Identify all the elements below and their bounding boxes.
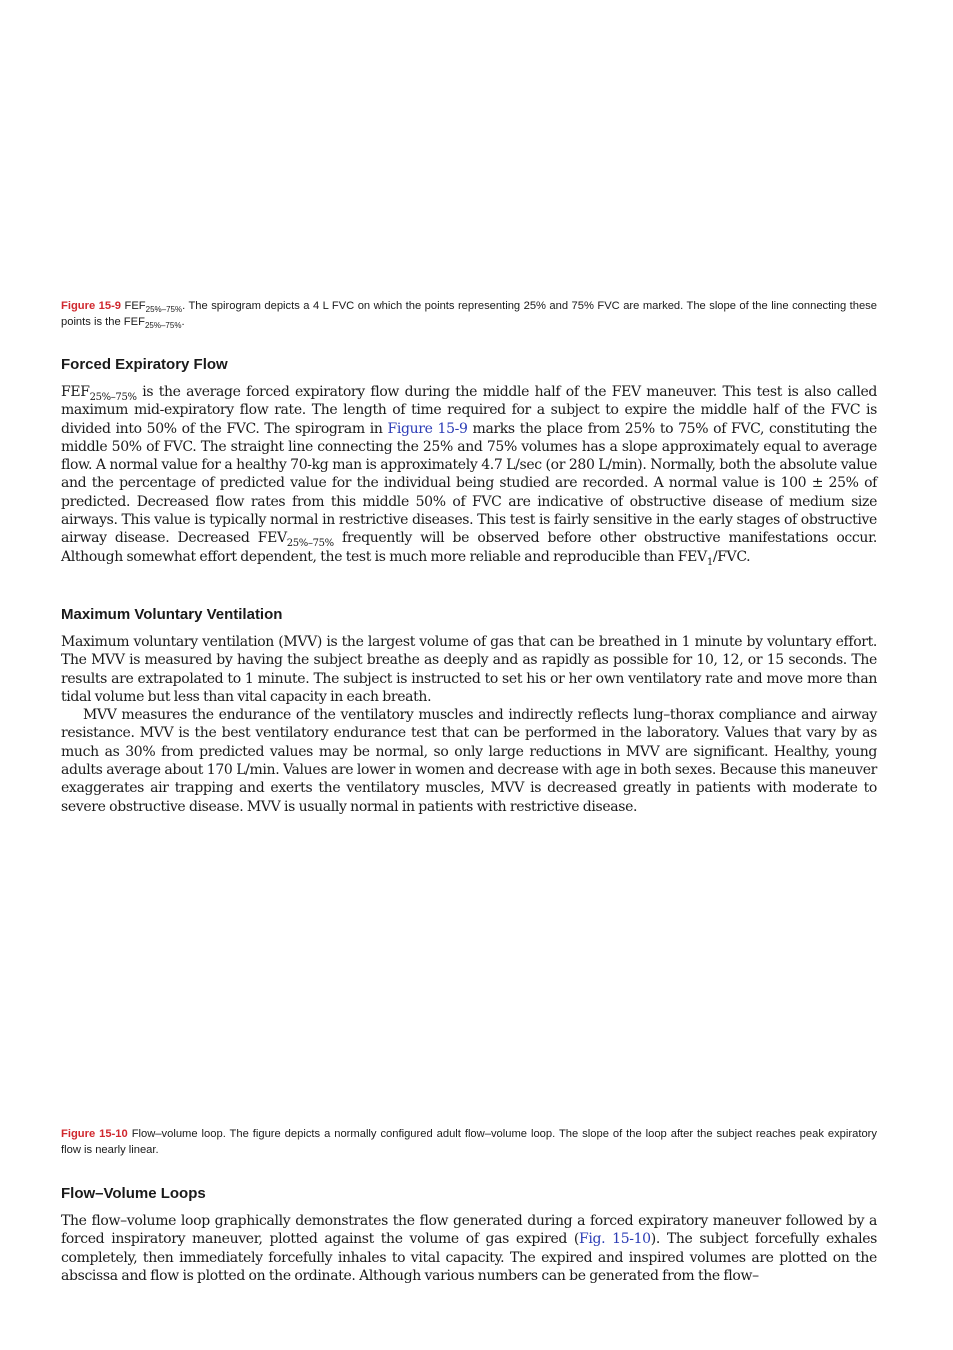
text-run: is the average forced expiratory flow during the middle half of the FEV maneuver. This test is also called maximum mid-expiratory flow rate. The length of time required for a subject to expire the middle half of the FVC is divided into 50% of the FVC. The spirogram in (61, 384, 877, 437)
paragraph (61, 383, 877, 566)
paragraph (61, 1212, 877, 1285)
figure-15-9-text: . The spirogram depicts a 4 L FVC on which the points representing 25% and 75% FVC are marked. The slope of the line connecting these points is the FEF (61, 300, 877, 328)
text-run: /FVC. (712, 548, 751, 565)
figure-15-9-caption (61, 298, 877, 330)
heading-maximum-voluntary-ventilation: Maximum Voluntary Ventilation (61, 606, 283, 623)
fef-abbrev: FEF (61, 384, 90, 400)
heading-flow-volume-loops: Flow–Volume Loops (61, 1185, 206, 1202)
paragraph: Maximum voluntary ventilation (MVV) is the largest volume of gas that can be breathed in 1 minute by voluntary effort. The MVV is measured by having the subject breathe as deeply and as rapidly as possible for 10, 12, or 15 seconds. The results are extrapolated to 1 minute. The subject is instructed to set his or her own ventilatory rate and move more than tidal volume but less than vital capacity in each breath. (61, 634, 877, 705)
text-run: frequently will be observed before other obstructive manifestations occur. Although somewhat effort dependent, the test is much more reliable and reproducible than FEV (61, 530, 877, 565)
heading-forced-expiratory-flow: Forced Expiratory Flow (61, 356, 228, 373)
caption-end: . (181, 316, 185, 328)
section-fvl-body (61, 1212, 877, 1285)
text-run: ). The subject forcefully exhales completely, then immediately forcefully inhales to vital capacity. The expired and inspired volumes are plotted on the abscissa and flow is plotted on the ordinate. Although various numbers can be generated from the flow– (61, 1231, 877, 1284)
figure-15-9-link[interactable]: Figure 15-9 (387, 420, 468, 437)
figure-15-10-label: Figure 15-10 (61, 1128, 128, 1140)
figure-15-10-caption (61, 1126, 877, 1158)
fef-subscript: 25%–75% (145, 305, 183, 314)
fev-subscript: 25%–75% (286, 538, 334, 550)
figure-15-9-label: Figure 15-9 (61, 300, 122, 312)
fef-abbrev: FEF (124, 300, 146, 312)
text-run: The flow–volume loop graphically demonstrates the flow generated during a forced expiratory maneuver followed by a forced inspiratory maneuver, plotted against the volume of gas expired ( (61, 1213, 877, 1248)
paragraph: MVV measures the endurance of the ventilatory muscles and indirectly reflects lung–thorax compliance and airway resistance. MVV is the best ventilatory endurance test that can be performed in the laboratory. Values that vary by as much as 30% from predicted values may be normal, so only large reductions in MVV are significant. Healthy, young adults average about 170 L/min. Values are lower in women and decrease with age in both sexes. Because this maneuver exaggerates air trapping and exerts the ventilatory muscles, MVV is decreased greatly in patients with moderate to severe obstructive disease. MVV is usually normal in patients with restrictive disease. (61, 707, 877, 815)
text-run: marks the place from 25% to 75% of FVC, constituting the middle 50% of FVC. The straight line connecting the 25% and 75% volumes has a slope approximately equal to average flow. A normal value for a healthy 70-kg man is approximately 4.7 L/sec (or 280 L/min). Normally, both the absolute value and the percentage of predicted value for the individual being studied are recorded. A normal value is 100 ± 25% of predicted. Decreased flow rates from this middle 50% of FVC are indicative of obstructive disease of medium size airways. This value is typically normal in restrictive diseases. This test is fairly sensitive in the early stages of obstructive airway disease. Decreased FEV (61, 420, 877, 547)
section-fef-body (61, 383, 877, 566)
figure-15-10-link[interactable]: Fig. 15-10 (579, 1231, 651, 1248)
section-mvv-body (61, 633, 877, 816)
figure-15-10-text: Flow–volume loop. The figure depicts a normally configured adult flow–volume loop. The slope of the loop after the subject reaches peak expiratory flow is nearly linear. (61, 1128, 877, 1156)
fef-subscript: 25%–75% (89, 392, 137, 403)
fef-subscript-2: 25%–75% (144, 321, 182, 330)
fev1-subscript: 1 (706, 556, 713, 568)
